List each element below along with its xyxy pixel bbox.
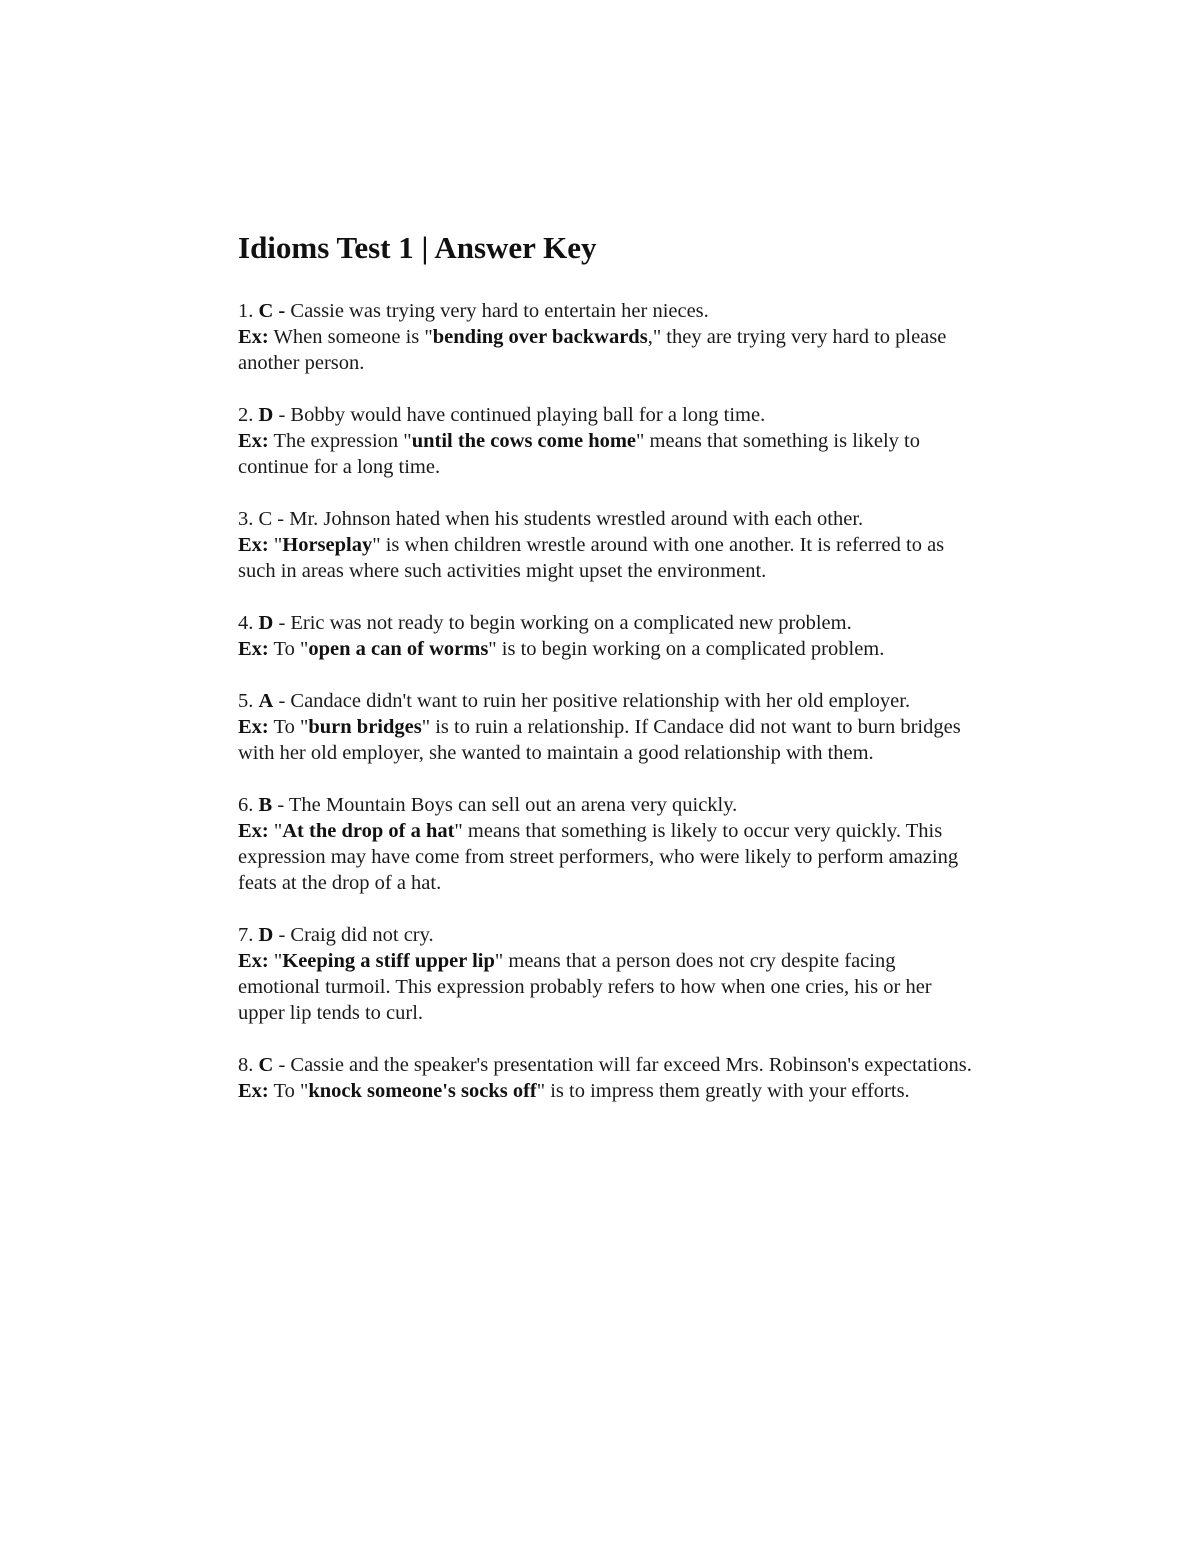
idiom-phrase: bending over backwards bbox=[432, 326, 648, 348]
explanation-prefix: The expression " bbox=[273, 430, 412, 452]
idiom-phrase: Horseplay bbox=[282, 534, 373, 556]
explanation-line bbox=[238, 324, 978, 376]
page-title: Idioms Test 1 | Answer Key bbox=[238, 230, 597, 265]
answer-number: 4. bbox=[238, 612, 254, 634]
explanation-label: Ex: bbox=[238, 716, 269, 738]
explanation-line bbox=[238, 532, 978, 584]
answer-item bbox=[238, 506, 978, 584]
idiom-phrase: At the drop of a hat bbox=[282, 820, 455, 842]
explanation-text: " means that a person does not cry despite facing emotional turmoil. This expression probably refers to how when one cries, his or her upper lip tends to curl. bbox=[238, 950, 932, 1024]
answer-line bbox=[238, 402, 978, 428]
explanation-prefix: " bbox=[273, 950, 283, 972]
explanation-text: " is to begin working on a complicated problem. bbox=[488, 638, 885, 660]
explanation-label: Ex: bbox=[238, 534, 269, 556]
explanation-label: Ex: bbox=[238, 326, 269, 348]
explanation-prefix: To " bbox=[273, 638, 309, 660]
answer-item bbox=[238, 688, 978, 766]
explanation-label: Ex: bbox=[238, 430, 269, 452]
answer-line bbox=[238, 922, 978, 948]
answer-letter: B bbox=[258, 794, 273, 816]
explanation-prefix: " bbox=[273, 534, 283, 556]
answer-item bbox=[238, 298, 978, 376]
answer-item bbox=[238, 610, 978, 662]
explanation-text: " means that something is likely to occur very quickly. This expression may have come from street performers, who were likely to perform amazing feats at the drop of a hat. bbox=[238, 820, 959, 894]
explanation-line bbox=[238, 1078, 978, 1104]
answer-line bbox=[238, 688, 978, 714]
explanation-text: " is to impress them greatly with your efforts. bbox=[536, 1080, 910, 1102]
idiom-phrase: burn bridges bbox=[308, 716, 422, 738]
answer-key-document bbox=[238, 226, 978, 1130]
answer-list bbox=[238, 298, 978, 1104]
answer-text: - Candace didn't want to ruin her positive relationship with her old employer. bbox=[278, 690, 911, 712]
answer-number: 6. bbox=[238, 794, 254, 816]
idiom-phrase: Keeping a stiff upper lip bbox=[282, 950, 495, 972]
explanation-line bbox=[238, 636, 978, 662]
explanation-label: Ex: bbox=[238, 638, 269, 660]
answer-number: 1. bbox=[238, 300, 254, 322]
answer-text: - Bobby would have continued playing ball for a long time. bbox=[278, 404, 766, 426]
answer-text: - The Mountain Boys can sell out an arena very quickly. bbox=[277, 794, 738, 816]
answer-letter: D bbox=[258, 612, 274, 634]
explanation-line bbox=[238, 818, 978, 896]
answer-line bbox=[238, 1052, 978, 1078]
explanation-text: " means that something is likely to continue for a long time. bbox=[238, 430, 920, 478]
explanation-label: Ex: bbox=[238, 950, 269, 972]
explanation-line bbox=[238, 714, 978, 766]
explanation-text: " is to ruin a relationship. If Candace did not want to burn bridges with her old employer, she wanted to maintain a good relationship with them. bbox=[238, 716, 961, 764]
explanation-prefix: To " bbox=[273, 716, 309, 738]
answer-item bbox=[238, 1052, 978, 1104]
answer-letter: A bbox=[258, 690, 274, 712]
answer-line bbox=[238, 610, 978, 636]
answer-text: - Cassie and the speaker's presentation will far exceed Mrs. Robinson's expectations. bbox=[278, 1054, 972, 1076]
answer-number: 2. bbox=[238, 404, 254, 426]
idiom-phrase: open a can of worms bbox=[308, 638, 489, 660]
idiom-phrase: knock someone's socks off bbox=[308, 1080, 537, 1102]
answer-item bbox=[238, 922, 978, 1026]
answer-number: 7. bbox=[238, 924, 254, 946]
explanation-text: " is when children wrestle around with one another. It is referred to as such in areas where such activities might upset the environment. bbox=[238, 534, 945, 582]
answer-number: 8. bbox=[238, 1054, 254, 1076]
answer-item bbox=[238, 792, 978, 896]
answer-number: 5. bbox=[238, 690, 254, 712]
answer-number: 3. bbox=[238, 508, 254, 530]
answer-letter: D bbox=[258, 924, 274, 946]
answer-text: C - Mr. Johnson hated when his students wrestled around with each other. bbox=[258, 508, 864, 530]
answer-letter: D bbox=[258, 404, 274, 426]
explanation-prefix: When someone is " bbox=[273, 326, 433, 348]
explanation-label: Ex: bbox=[238, 1080, 269, 1102]
answer-line bbox=[238, 792, 978, 818]
explanation-line bbox=[238, 948, 978, 1026]
answer-line bbox=[238, 298, 978, 324]
answer-letter: C bbox=[258, 1054, 274, 1076]
explanation-text: ," they are trying very hard to please another person. bbox=[238, 326, 947, 374]
explanation-label: Ex: bbox=[238, 820, 269, 842]
answer-line bbox=[238, 506, 978, 532]
answer-text: - Eric was not ready to begin working on a complicated new problem. bbox=[278, 612, 852, 634]
answer-letter: C - bbox=[258, 300, 286, 322]
answer-text: - Craig did not cry. bbox=[278, 924, 434, 946]
explanation-prefix: To " bbox=[273, 1080, 309, 1102]
answer-text: Cassie was trying very hard to entertain her nieces. bbox=[290, 300, 709, 322]
idiom-phrase: until the cows come home bbox=[411, 430, 637, 452]
explanation-prefix: " bbox=[273, 820, 283, 842]
explanation-line bbox=[238, 428, 978, 480]
answer-item bbox=[238, 402, 978, 480]
